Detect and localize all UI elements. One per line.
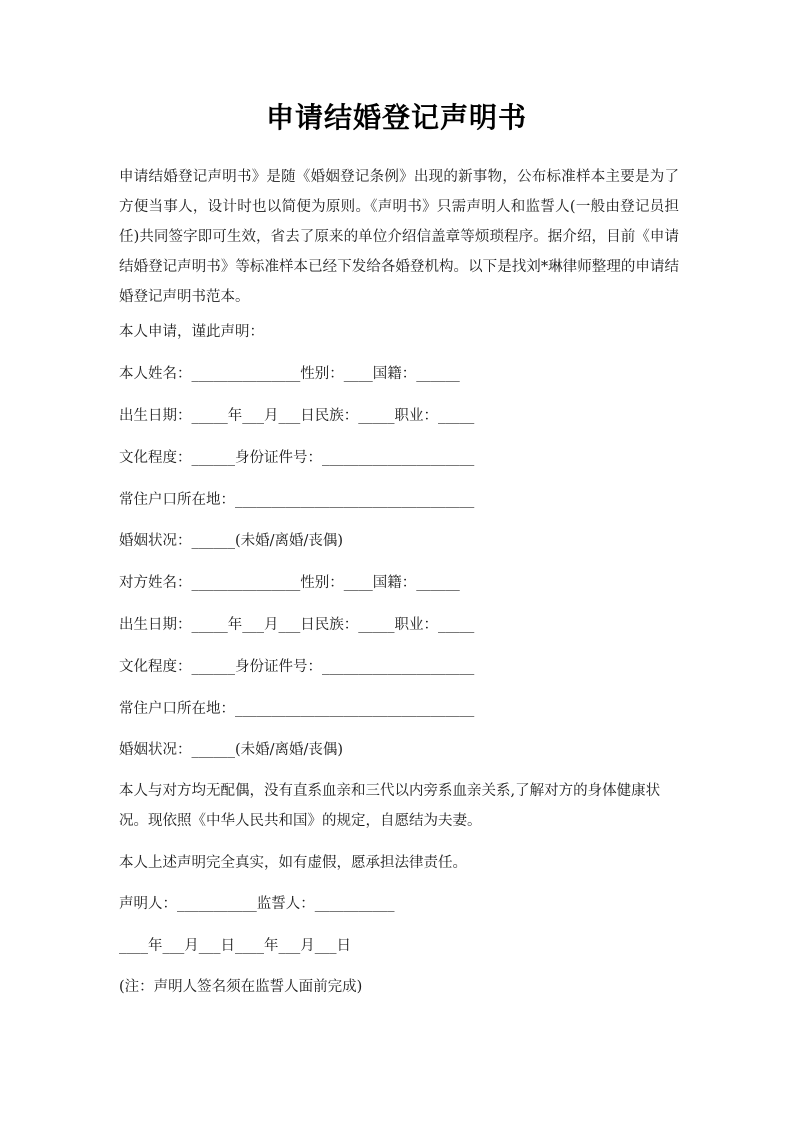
document-title: 申请结婚登记声明书 bbox=[265, 101, 527, 134]
self-name-line: 本人姓名：_______________性别：____国籍：______ bbox=[119, 366, 460, 382]
partner-name-line: 对方姓名：_______________性别：____国籍：______ bbox=[119, 575, 460, 591]
signing-note: (注：声明人签名须在监誓人面前完成) bbox=[119, 979, 363, 995]
statement-paragraph: 本人与对方均无配偶，没有直系血亲和三代以内旁系血亲关系,了解对方的身体健康状况。现依照《中华人民共和国》的规定，自愿结为夫妻。 bbox=[119, 783, 661, 829]
self-education-line: 文化程度：______身份证件号：_____________________ bbox=[119, 450, 475, 466]
self-marital-line: 婚姻状况：______(未婚/离婚/丧偶) bbox=[119, 533, 344, 549]
self-birth-line: 出生日期：_____年___月___日民族：_____职业：_____ bbox=[119, 408, 475, 424]
signature-line: 声明人：___________监誓人：___________ bbox=[119, 896, 395, 912]
partner-education-line: 文化程度：______身份证件号：_____________________ bbox=[119, 659, 475, 675]
partner-birth-line: 出生日期：_____年___月___日民族：_____职业：_____ bbox=[119, 617, 475, 633]
truth-statement: 本人上述声明完全真实，如有虚假，愿承担法律责任。 bbox=[119, 855, 467, 871]
partner-marital-line: 婚姻状况：______(未婚/离婚/丧偶) bbox=[119, 742, 344, 758]
date-line: ____年___月___日____年___月___日 bbox=[119, 938, 351, 954]
partner-residence-line: 常住户口所在地：_________________________________ bbox=[119, 701, 475, 717]
intro-paragraph: 申请结婚登记声明书》是随《婚姻登记条例》出现的新事物，公布标准样本主要是为了方便当事人，设计时也以简便为原则。《声明书》只需声明人和监誓人(一般由登记员担任)共同签字即可生效，省去了原来的单位介绍信盖章等烦琐程序。据介绍，目前《申请结婚登记声明书》等标准样本已经下发给各婚登机构。以下是找刘*琳律师整理的申请结婚登记声明书范本。 bbox=[119, 169, 679, 305]
self-residence-line: 常住户口所在地：_________________________________ bbox=[119, 492, 475, 508]
declaration-intro: 本人申请，谨此声明： bbox=[119, 324, 264, 340]
